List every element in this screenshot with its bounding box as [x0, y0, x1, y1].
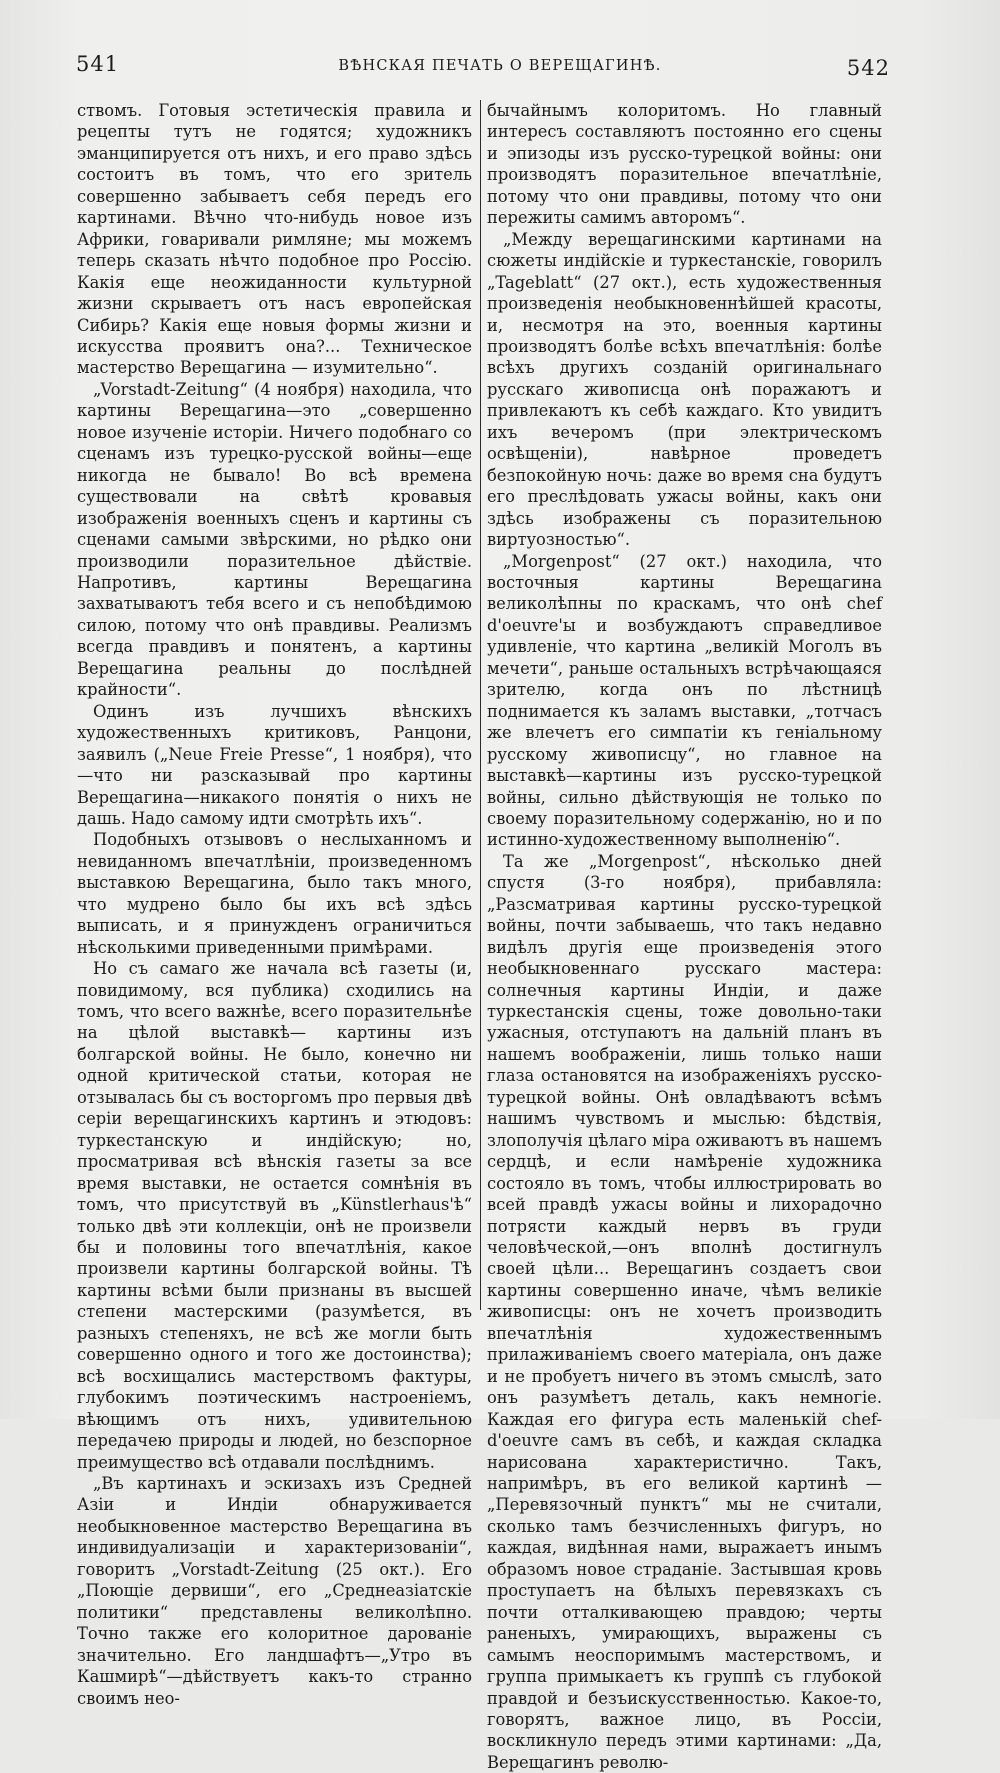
column-divider	[480, 100, 481, 1310]
paragraph: „Vorstadt-Zeitung“ (4 ноября) находила, что картины Верещагина—это „совершенно новое изученіе исторіи. Ничего подобнаго со сценамъ изъ турецко-русской войны—еще никогда не бывало! Во всѣ времена существовали на свѣтѣ кровавыя изображенія военныхъ сценъ и картины съ сценами самыми звѣрскими, но рѣдко они производили поразительное дѣйствіе. Напротивъ, картины Верещагина захватываютъ тебя всего и съ непобѣдимою силою, потому что онѣ правдивы. Реализмъ всегда правдивъ и понятенъ, а картины Верещагина реальны до послѣдней крайности“.	[77, 379, 472, 700]
paragraph: ствомъ. Готовыя эстетическія правила и рецепты тутъ не годятся; художникъ эманципируется отъ нихъ, и его право здѣсь состоитъ въ томъ, что его зритель совершенно забываетъ себя передъ его картинами. Вѣчно что-нибудь новое изъ Африки, говаривали римляне; мы можемъ теперь сказать нѣчто подобное про Россію. Какія еще неожиданности культурной жизни скрываетъ отъ насъ европейская Сибирь? Какія еще новыя формы жизни и искусства проявитъ она?... Техническое мастерство Верещагина — изумительно“.	[77, 101, 472, 378]
paragraph: „Morgenpost“ (27 окт.) находила, что восточныя картины Верещагина великолѣпны по краскамъ, что онѣ chef d'oeuvre'ы и возбуждаютъ справедливое удивленіе, что картина „великій Моголъ въ мечети“, раньше остальныхъ встрѣчающаяся зрителю, когда онъ по лѣстницѣ поднимается къ заламъ выставки, „тотчасъ же влечетъ его симпатіи къ геніальному русскому живописцу“, но главное на выставкѣ—картины изъ русско-турецкой войны, сильно дѣйствующія не только по своему поразительному содержанію, но и по истинно-художественному выполненію“.	[487, 551, 882, 850]
paragraph: Та же „Morgenpost“, нѣсколько дней спустя (3-го ноября), прибавляла: „Разсматривая картины русско-турецкой войны, почти забываешь, что такъ недавно видѣлъ другія еще произведенія этого необыкновеннаго русскаго мастера: солнечныя картины Индіи, и даже туркестанскія сцены, тоже довольно-таки ужасныя, отступаютъ на дальній планъ въ нашемъ воображеніи, лишь только наши глаза остановятся на изображеніяхъ русско-турецкой войны. Онѣ овладѣваютъ всѣмъ нашимъ чувствомъ и мыслью: бѣдствія, злополучія цѣлаго міра оживаютъ въ нашемъ сердцѣ, и если намѣреніе художника состояло въ томъ, чтобы иллюстрировать во всей правдѣ ужасы войны и лихорадочно потрясти каждый нервъ въ груди человѣческой,—онъ вполнѣ достигнулъ своей цѣли... Верещагинъ создаетъ свои картины совершенно иначе, чѣмъ великіе живописцы: онъ не хочетъ производить впечатлѣнія художественнымъ прилаживаніемъ своего матеріала, онъ даже и не пробуетъ ничего въ этомъ смыслѣ, зато онъ разумѣетъ деталь, какъ немногіе. Каждая его фигура есть маленькій chef-d'oeuvre самъ въ себѣ, и каждая складка нарисована характеристично. Такъ, напримѣръ, въ его великой картинѣ —„Перевязочный пунктъ“ мы не считали, сколько тамъ безчисленныхъ фигуръ, но каждая, видѣнная нами, выражаетъ инымъ образомъ новое страданіе. Застывшая кровь проступаетъ на бѣлыхъ перевязкахъ съ почти отталкивающею правдою; черты раненыхъ, умирающихъ, выражены съ самымъ неоспоримымъ мастерствомъ, и группа примыкаетъ къ группѣ съ глубокой правдой и безъискусственностью. Какое-то, говорятъ, важное лицо, въ Россіи, воскликнуло передъ этими картинами: „Да, Верещагинъ револю-	[487, 851, 882, 1772]
paragraph: „Въ картинахъ и эскизахъ изъ Средней Азіи и Индіи обнаруживается необыкновенное мастерство Верещагина въ индивидуализаціи и характеризованіи“, говоритъ „Vorstadt-Zeitung (25 окт.). Его „Поющіе дервиши“, его „Среднеазіатскіе политики“ представлены великолѣпно. Точно также его колоритное дарованіе значительно. Его ландшафтъ—„Утро въ Кашмирѣ“—дѣйствуетъ какъ-то странно своимъ нео-	[77, 1474, 472, 1708]
page-number-right: 542	[846, 56, 890, 80]
right-column	[487, 100, 882, 1772]
paragraph: Одинъ изъ лучшихъ вѣнскихъ художественныхъ критиковъ, Ранцони, заявилъ („Neue Freie Presse“, 1 ноября), что—что ни разсказывай про картины Верещагина—никакого понятія о нихъ не дашь. Надо самому идти смотрѣть ихъ“.	[77, 701, 472, 828]
page-number-left: 541	[76, 52, 120, 76]
left-column	[77, 100, 472, 1708]
paragraph: Подобныхъ отзывовъ о неслыханномъ и невиданномъ впечатлѣніи, произведенномъ выставкою Верещагина, было такъ много, что мудрено было бы ихъ всѣ здѣсь выписать, и я принужденъ ограничиться нѣсколькими приведенными примѣрами.	[77, 830, 472, 957]
paragraph: „Между верещагинскими картинами на сюжеты индійскіе и туркестанскіе, говорилъ „Tageblatt“ (27 окт.), есть художественныя произведенія необыкновеннѣйшей красоты, и, несмотря на это, военныя картины производятъ болѣе всѣхъ впечатлѣнія: болѣе всѣхъ другихъ созданій оригинальнаго русскаго живописца онѣ поражаютъ и привлекаютъ къ себѣ каждаго. Кто увидитъ ихъ вечеромъ (при электрическомъ освѣщеніи), навѣрное проведетъ безпокойную ночь: даже во время сна будутъ его преслѣдовать ужасы войны, какъ они здѣсь изображены съ поразительною виртуозностью“.	[487, 229, 882, 550]
paragraph: Но съ самаго же начала всѣ газеты (и, повидимому, вся публика) сходились на томъ, что всего важнѣе, всего поразительнѣе на цѣлой выставкѣ— картины изъ болгарской войны. Не было, конечно ни одной критической статьи, которая не отзывалась бы съ восторгомъ про первыя двѣ серіи верещагинскихъ картинъ и этюдовъ: туркестанскую и индійскую; но, просматривая всѣ вѣнскія газеты за все время выставки, не остается сомнѣнія въ томъ, что присутствуй въ „Künstlerhaus'ѣ“ только двѣ эти коллекціи, онѣ не произвели бы и половины того впечатлѣнія, какое произвели картины болгарской войны. Тѣ картины всѣми были признаны въ высшей степени мастерскими (разумѣется, въ разныхъ степеняхъ, не всѣ же могли быть совершенно одного и того же достоинства); всѣ восхищались мастерствомъ фактуры, глубокимъ поэтическимъ настроеніемъ, вѣющимъ отъ нихъ, удивительною передачею природы и людей, но безспорное преимущество всѣ отдавали послѣднимъ.	[77, 959, 472, 1472]
paragraph: бычайнымъ колоритомъ. Но главный интересъ составляютъ постоянно его сцены и эпизоды изъ русско-турецкой войны: они производятъ поразительное впечатлѣніе, потому что они правдивы, потому что они пережиты самимъ авторомъ“.	[487, 101, 882, 228]
running-title: ВѢНСКАЯ ПЕЧАТЬ О ВЕРЕЩАГИНѢ.	[338, 58, 662, 74]
page-header	[0, 52, 1000, 92]
